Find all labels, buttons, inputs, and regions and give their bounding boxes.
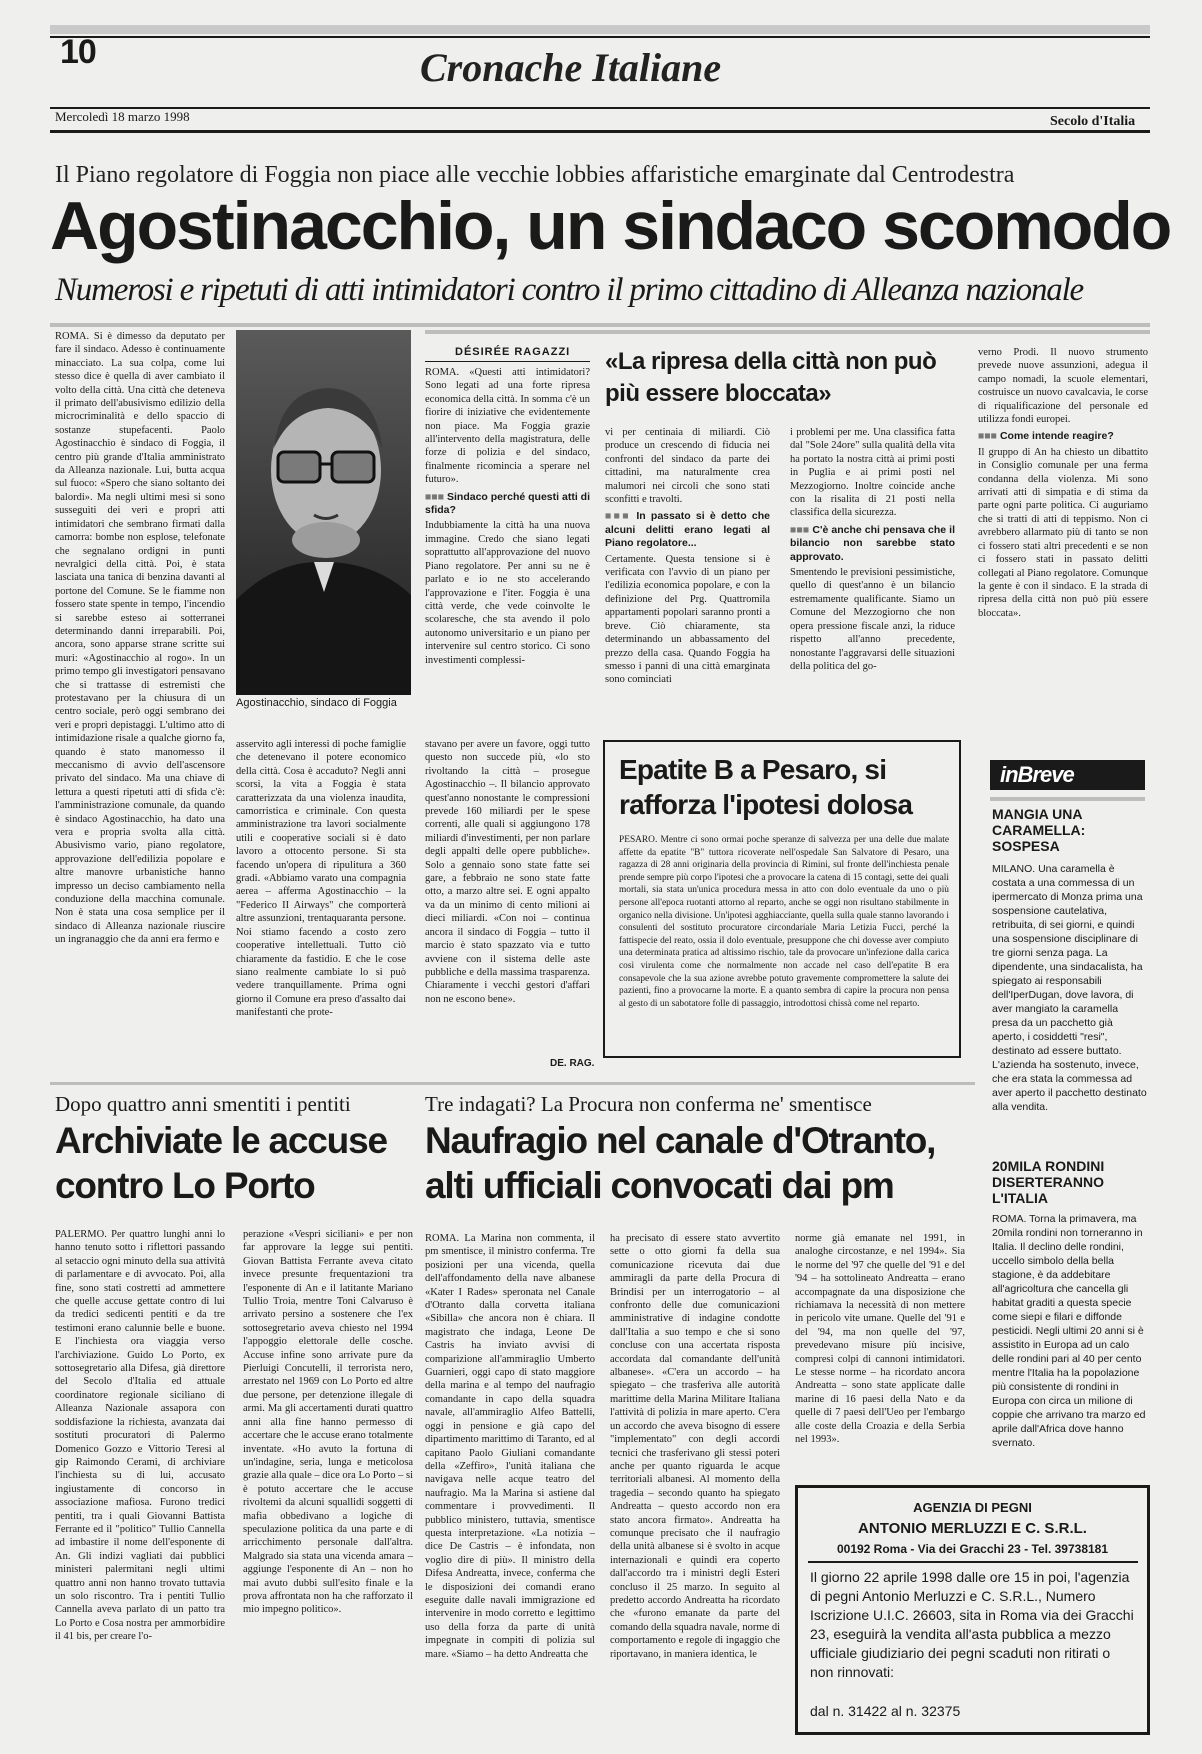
ad-body: Il giorno 22 aprile 1998 dalle ore 15 in poi, l'agenzia di pegni Antonio Merluzzi e C. S.R.L., Numero Iscrizione U.I.C. 26603, sita in Roma via dei Gracchi 23, eseguirà la vendita all'asta pubblica a mezzo ufficiale giudiziario dei pegni scaduti non ritirati o non rinnovati: <box>810 1569 1134 1680</box>
otranto-col3: norme già emanate nel 1991, in analoghe circostanze, e nel 1994». Sia le norme del '97 che quelle del '91 e del '94 – ha sottolineato Andreatta – erano accompagnate da una disposizione che richiamava la necessità di non mettere in pericolo vite umane. Quelle del '91 e del '94, ma non quelle del '97, prevedevano misure più incisive, compresi colpi di cannoni intimidatori. Le stesse norme – ha ricordato ancora Andreatta – sono state applicate dalle marine di 16 paesi della Nato e da quelle di 7 paesi dell'Ueo per l'embargo alle coste della Croazia e della Serbia nel 1993». <box>795 1233 965 1446</box>
interview-col5: verno Prodi. Il nuovo strumento prevede nuove assunzioni, adegua il campo nomadi, la scuole elementari, costruisce un nuovo cavalcavia, le corse di riqualificazione del personale ed utilizza fondi europei. ■■■ Come intende reagire? Il gruppo di An ha chiesto un dibattito in Consiglio comunale per una ferma condanna della violenza. Mi sono arrivati atti di simpatia e di stima da parte ogni parte politica. Ci auguriamo che si tratti di atti di teppismo. Non ci avrebbero allarmato più di tanto se non ci fossero stati altri precedenti e se non ci fossero stati in passato delitti collegati al Piano regolatore. Comunque la gente è con il sindaco. E la strada di ripresa della città non può più essere bloccata». <box>978 347 1148 619</box>
answer-2: Certamente. Questa tensione si è verificata con l'avvio di un piano per l'edilizia economica popolare, e con la definizione del Prg. Quattromila appartamenti popolari saranno pronti a breve. Ciò chiaramente, sta determinando un abbassamento del prezzo della casa. Quando Foggia ha smesso i panni di una città emarginata sono cominciati <box>605 553 770 686</box>
otranto-col1: ROMA. La Marina non commenta, il pm smentisce, il ministro conferma. Tre posizioni per una vicenda, quella dell'affondamento della nave albanese «Kater I Rades» speronata nel Canale d'Otranto dalla corvetta italiana «Sibilla» che ancora non è chiara. Il magistrato che indaga, Leone De Castris ha inviato avvisi di comparizione all'ammiraglio Umberto Guarnieri, oggi capo di stato maggiore della marina e al tempo del naufragio comandante in capo della squadra navale, all'ammiraglio Alfeo Battelli, oggi in pensione e già capo del dipartimento marittimo di Taranto, ed al capitano Paolo Giuliani comandante della «Zeffiro», l'unità italiana che navigava nelle acque teatro del naufragio. Ma la Marina si astiene dal commentare i provvedimenti. Il pubblico ministero, tuttavia, smentisce questa interpretazione. «La notizia – dice De Castris – è infondata, non voglio dire di più». Il ministro della Difesa Andreatta, invece, conferma che le disposizioni dei comandi erano eseguite dalle navali immigrazione ed intervenire in modo corretto e legittimo uso della forza da parte di unità impegnate in compiti di polizia sul mare. «Siamo – ha detto Andreatta che <box>425 1233 595 1660</box>
pawnshop-ad <box>795 1485 1150 1735</box>
section-title: Cronache Italiane <box>420 45 722 90</box>
otranto-headline: Naufragio nel canale d'Otranto, alti ufficiali convocati dai pm <box>425 1120 936 1206</box>
answer-3: Smentendo le previsioni pessimistiche, quello di quest'anno è un bilancio estremamente qualificante. Siamo un Comune del Mezzogiorno che non opera pressione fiscale anzi, la riduce rispetto all'anno precedente, nonostante l'aggravarsi delle situazioni della politica del go- <box>790 567 955 672</box>
mayor-photo <box>236 330 411 695</box>
interview-intro: ROMA. «Questi atti intimidatori? Sono legati ad una forte ripresa economica della città. In somma c'è un fiorire di iniziative che evidentemente non piace. Ma Foggia grazie all'intervento della magistratura, delle forze di polizia e del sindaco, finalmente ricomincia a sperare nel futuro». <box>425 367 590 486</box>
signoff: DE. RAG. <box>550 1058 595 1069</box>
brief2-title: 20MILA RONDINI DISERTERANNO L'ITALIA <box>992 1158 1105 1206</box>
pull-quote: «La ripresa della città non può più essere bloccata» <box>605 348 937 407</box>
ad-address: 00192 Roma - Via dei Gracchi 23 - Tel. 39738181 <box>836 1542 1109 1556</box>
lead-headline: Agostinacchio, un sindaco scomodo <box>50 188 1171 264</box>
pesaro-box <box>603 740 961 1058</box>
loporto-col1: PALERMO. Per quattro lunghi anni lo hanno tenuto sotto i riflettori passando al setaccio ogni minuto della sua attività di parlamentare e di avvocato. Poi, alla fine, sono stati costretti ad ammettere che quelle accuse gettate contro di lui da tredici sedicenti pentiti e da tre testimoni erano calunnie belle e buone. E l'inchiesta ora viaggia verso l'archiviazione. Guido Lo Porto, ex sottosegretario alla Difesa, già direttore del Secolo d'Italia ed attuale coordinatore regionale siciliano di Alleanza Nazionale assapora con soddisfazione la richiesta, avanzata dai sostituti procuratori di Palermo Domenico Gozzo e Vittorio Teresi al gip Raimondo Cerami, di archiviare l'inchiesta su di lui, accusato ingiustamente di concorso in associazione mafiosa. Furono tredici pentiti, tra i quali Giovanni Battista Ferrante ed il "politico" Tullio Cannella ad imbastire il nome dell'esponente di An. Gli indizi vagliati dai pubblici ministeri palermitani negli ultimi quattro anni non hanno trovato tuttavia un solo riscontro. Tra i pentiti Tullio Cannella aveva parlato di un patto tra Lo Porto e Cosa nostra per ammorbidire il 41 bis, per creare l'o- <box>55 1229 225 1643</box>
question-4: ■■■ Come intende reagire? <box>978 430 1114 443</box>
paper-name: Secolo d'Italia <box>1050 114 1136 129</box>
byline: DÉSIRÉE RAGAZZI <box>455 346 571 358</box>
question-1: ■■■ Sindaco perché questi atti di sfida? <box>425 490 590 517</box>
ad-range: dal n. 31422 al n. 32375 <box>810 1703 961 1719</box>
pesaro-body: PESARO. Mentre ci sono ormai poche speranze di salvezza per una delle due malate affette da epatite "B" tuttora ricoverate nell'ospedale San Salvatore di Pesaro, una ragazza di 28 anni originaria della provincia di Rimini, sul fronte dell'inchiesta penale prende sempre più corpo l'ipotesi che a provocare la catena di 15 contagi, sette dei quali mortali, sia stata un'unica procedura messa in atto con dolo eventuale da uno o più persone all'epoca ruotanti attorno al reparto, anche se oggi non risultano stabilmente in organico nella divisione. Un'ipotesi agghiacciante, quella sulla quale stanno lavorando i consulenti del sostituto procuratore circondariale Maria Letizia Fucci, perché la fattispecie del reato, ossia il dolo eventuale, presuppone che chi dovesse aver compiuto una determinata pratica ad altissimo rischio, tale da provocare un'infezione dalla carica così virulenta come che normalmente non accade nel caso dell'epatite B era consapevole che la sua azione avrebbe potuto gravemente compromettere la salute dei pazienti, fino a provocarne la morte. E a quanto sembra di capire la procura non pensa al gesto di un sabotatore folle di passaggio, introdottosi chissà come nel reparto. <box>619 835 949 1009</box>
interview-col4: i problemi per me. Una classifica fatta dal "Sole 24ore" sulla qualità della vita ha portato la nostra città ai primi posti in Puglia e ai primi posti nel Mezzogiorno. Inoltre coincide anche con la risalita di 21 posti nella classifica della sicurezza. ■■■ C'è anche chi pensava che il bilancio non sarebbe stato approvato. Smentendo le previsioni pessimistiche, quello di quest'anno è un bilancio estremamente qualificante. Siamo un Comune del Mezzogiorno che non opera pressione fiscale anzi, la riduce rispetto all'anno precedente, nonostante l'aggravarsi delle situazioni della politica del go- <box>790 427 955 672</box>
otranto-kicker: Tre indagati? La Procura non conferma ne' smentisce <box>425 1092 872 1116</box>
photo-caption: Agostinacchio, sindaco di Foggia <box>236 697 397 709</box>
loporto-kicker: Dopo quattro anni smentiti i pentiti <box>55 1092 351 1116</box>
brief2-body: ROMA. Torna la primavera, ma 20mila rondini non torneranno in Italia. Il declino delle rondini, uccello simbolo della bella stagione, è da addebitare all'agricoltura che cancella gli habitat graditi a questa specie come siepi e filari e diffonde pesticidi. Negli ultimi 20 anni si è assistito in Europa ad un calo delle rondini pari al 40 per cento mentre l'Italia ha la popolazione più consistente di rondini in Europa con circa un milione di coppie che arrivano tra marzo ed aprile dall'Africa dove hanno svernato. <box>992 1213 1146 1449</box>
pesaro-headline: Epatite B a Pesaro, si rafforza l'ipotesi dolosa <box>619 754 913 820</box>
interview-col <box>425 366 590 696</box>
loporto-headline: Archiviate le accuse contro Lo Porto <box>55 1120 387 1206</box>
question-3: ■■■ C'è anche chi pensava che il bilancio non sarebbe stato approvato. <box>790 523 955 563</box>
lead-col3b: stavano per avere un favore, oggi tutto questo non succede più, «lo sto rivoltando la città – prosegue Agostinacchio –. Il bilancio approvato quest'anno nonostante le compressioni prevede 160 miliardi per le spese correnti, alle quali si aggiungono 178 miliardi d'investimenti, per non parlare degli appalti delle opere pubbliche». Solo a gennaio sono state fatte sei gare, a febbraio ne sono state fatte otto, a marzo altre sei. E ogni appalto va da un minimo di cento milioni ai dieci miliardi. «Con noi – continua ancora il sindaco di Foggia – tutto il marcio è stato spazzato via e tutto avviene con il sistema delle aste pubbliche e della massima trasparenza. Chiaramente i vecchi gestori d'affari non ne escono bene». <box>425 739 590 1005</box>
ad-company: ANTONIO MERLUZZI E C. S.R.L. <box>858 1520 1087 1537</box>
brief1-title: MANGIA UNA CARAMELLA: SOSPESA <box>992 806 1086 854</box>
ad-title: AGENZIA DI PEGNI <box>913 1500 1032 1515</box>
lead-col2: asservito agli interessi di poche famiglie che detenevano il potere economico della città. Cosa è accaduto? Negli anni scorsi, la vita a Foggia è stata caratterizzata da una violenza inaudita, camorristica e criminale. Con questa amministrazione tra lavori socialmente utili e cooperative sociali si è dato lavoro a ottocento persone. Si sta facendo un'opera di ripulitura a 360 gradi. «Abbiamo varato una compagnia aerea – afferma Agostinacchio – la "Federico II Airways" che comporterà altre assunzioni, trentaquaranta persone. Noi stiamo facendo a costo zero cooperative intellettuali. Tutto ciò chiaramente da fastidio. E che le cose siano realmente cambiate lo si può vedere tranquillamente. Prima ogni giorno il Comune era preso d'assalto dai manifestanti che prote- <box>236 739 406 1019</box>
page-number: 10 <box>60 33 96 71</box>
interview-col3: vi per centinaia di miliardi. Ciò produce un crescendo di fiducia nei confronti del sindaco da parte dei cittadini, ma naturalmente crea malumori nei circoli che sono stati sconfitti e travolti. ■■■ In passato si è detto che alcuni delitti erano legati al Piano regolatore... Certamente. Questa tensione si è verificata con l'avvio di un piano per l'edilizia economica popolare, e con la definizione del Prg. Quattromila appartamenti popolari saranno pronti a breve. Ciò chiaramente, sta determinando un abbassamento del prezzo della casa. Quando Foggia ha smesso i panni di una città emarginata sono cominciati <box>605 427 770 686</box>
answer-4: Il gruppo di An ha chiesto un dibattito in Consiglio comunale per una ferma condanna della violenza. Mi sono arrivati atti di simpatia e di stima da parte ogni parte politica. Ci auguriamo che si tratti di atti di teppismo. Non ci avrebbero allarmato più di tanto se non ci fossero stati altri precedenti e se non ci fossero stati in passato delitti collegati al Piano regolatore. Comunque la gente è con il sindaco. E la strada di ripresa della città non può più essere bloccata». <box>978 446 1148 619</box>
issue-date: Mercoledì 18 marzo 1998 <box>55 109 190 124</box>
lead-subhead: Numerosi e ripetuti di atti intimidatori contro il primo cittadino di Alleanza nazionale <box>55 272 1084 308</box>
lead-col1: ROMA. Si è dimesso da deputato per fare il sindaco. Adesso è continuamente minacciato. La sua colpa, come lui stesso dice è quella di aver cambiato il volto della città. Una città che deteneva il primato dell'abusivismo edilizio della microcriminalità e dello spaccio di sostanze stupefacenti. Paolo Agostinacchio è sindaco di Foggia, il centro più grande d'Italia amministrato da Alleanza nazionale. Lui, butta acqua sul fuoco: «Spero che siano soltanto dei balordi». Ma negli ultimi mesi si sono susseguiti dei veri e propri atti intimidatori che sembrano firmati dalla camorra: bombe non esplose, telefonate che segnalano ordigni in punti nevralgici della città. Poi, è stata lasciata una tanica di benzina davanti al portone del Comune. Se le fiamme non fossero state spente in tempo, l'incendio si sarebbe esteso ai sotterranei determinando danni irreparabili. Poi, ancora, sono apparse strane scritte sui muri: «Agostinacchio al rogo». In un primo tempo gli investigatori pensavano che si trattasse di estremisti che protestavano per la chiusura di un centro sociale, però oggi sembrano dei veri e propri depistaggi. L'ultimo atto di intimidazione risale a qualche giorno fa, quando è stato manomesso il meccanismo di avvio dell'ascensore privato del sindaco. Ma una chiave di lettura a questi ripetuti atti di sfida c'è: l'amministrazione comunale, da quando è sindaco Agostinacchio, ha dato una vera e propria svolta alla città. Abusivismo vario, piano regolatore, approvazione dell'edilizia popolare e altre manovre urbanistiche hanno impresso un deciso cambiamento nella conduzione della macchina comunale. Non è stata una cosa semplice per il sindaco di Alleanza nazionale riuscire un ingranaggio che da anni era fermo e <box>55 331 225 946</box>
lead-kicker: Il Piano regolatore di Foggia non piace alle vecchie lobbies affaristiche emarginate dal Centrodestra <box>55 162 1015 188</box>
question-2: ■■■ In passato si è detto che alcuni delitti erano legati al Piano regolatore... <box>605 510 770 550</box>
answer-1: Indubbiamente la città ha una nuova immagine. Credo che siano legati soprattutto all'approvazione del nuovo Piano regolatore. Per anni su ne è parlato e io ne sto accelerando l'approvazione e l'iter. Foggia è una città verde, che vede coinvolte le scolaresche, che sta avendo il polo autonomo universitario e un piano per intervenire sul centro storico. Ci sono investimenti complessi- <box>425 520 590 666</box>
inbreve-logo: inBreve <box>990 760 1145 790</box>
otranto-col2: ha precisato di essere stato avvertito sette o otto giorni fa della sua comunicazione ricevuta dai due ammiragli da parte della Procura di Brindisi per un interrogatorio – al confronto delle due comunicazioni amministrative di indagine condotte dall'Italia a suo tempo e che si sono concluse con una accertata risposta accordata dal comandante dell'unità albanese». «C'era un accordo – ha spiegato – che trasferiva alle autorità marittime della Marina Militare Italiana l'attività di polizia in mare aperto. C'era un accordo che aveva bisogno di essere "implementato" con degli accordi tecnici che trasferivano gli stessi poteri anche per quanto riguarda le acque territoriali albanesi. Al momento della tragedia – secondo quanto ha spiegato Andreatta – questo accordo non era stato ancora firmato». Andreatta ha comunque precisato che il naufragio della unità albanese si è svolto in acque internazionali e quindi era coperto dall'accordo tra i ministri degli Esteri concluso il 25 marzo. In seguito al predetto accordo Andreatta ha ricordato che «furono emanate da parte del comando della squadra navale, norme di comportamento e regole di ingaggio che riportavano, in maniera identica, le <box>610 1233 780 1660</box>
loporto-col2: perazione «Vespri siciliani» e per non far approvare la legge sui pentiti. Giovan Battista Ferrante aveva citato invece presunte frequentazioni tra l'esponente di An e il latitante Mariano Tullio Troia, mentre Toni Calvaruso è arrivato persino a sostenere che l'ex sottosegretario aveva chiesto nel 1994 l'appoggio elettorale delle cosche. Accuse infine sono arrivate pure da Pierluigi Concutelli, il terrorista nero, arrestato nel 1969 con Lo Porto ed altre due persone, per detenzione illegale di armi. Ma gli accertamenti durati quattro anni alla fine hanno permesso di accertare che le accuse erano totalmente inventate. «Ho avuto la fortuna di un'indagine, seria, lunga e meticolosa grazie alla quale – dice ora Lo Porto – si è potuto accertare che le accuse rivoltemi da alcuni squallidi soggetti di mafia obbedivano a logiche di speculazione politica da una parte e di arricchimento personale dall'altra. Malgrado sia stata una vicenda amara – aggiunge l'esponente di An – non ho mai avuto dubbi sull'esito finale e la prova affrontata non ha che rafforzato il mio impegno politico». <box>243 1229 413 1616</box>
brief1-body: MILANO. Una caramella è costata a una commessa di un ipermercato di Monza prima una sospensione cautelativa, retribuita, di sei giorni, e quindi una sospensione disciplinare di tre giorni senza paga. La dipendente, una sindacalista, ha spiegato ai responsabili dell'IperDugan, dove lavora, di aver mangiato la caramella presa da un pacchetto già aperto, i cosiddetti "resi", destinato ad essere buttato. L'azienda ha sostenuto, invece, che era stata la commessa ad aver aperto il pacchetto destinato alla vendita. <box>992 863 1147 1113</box>
